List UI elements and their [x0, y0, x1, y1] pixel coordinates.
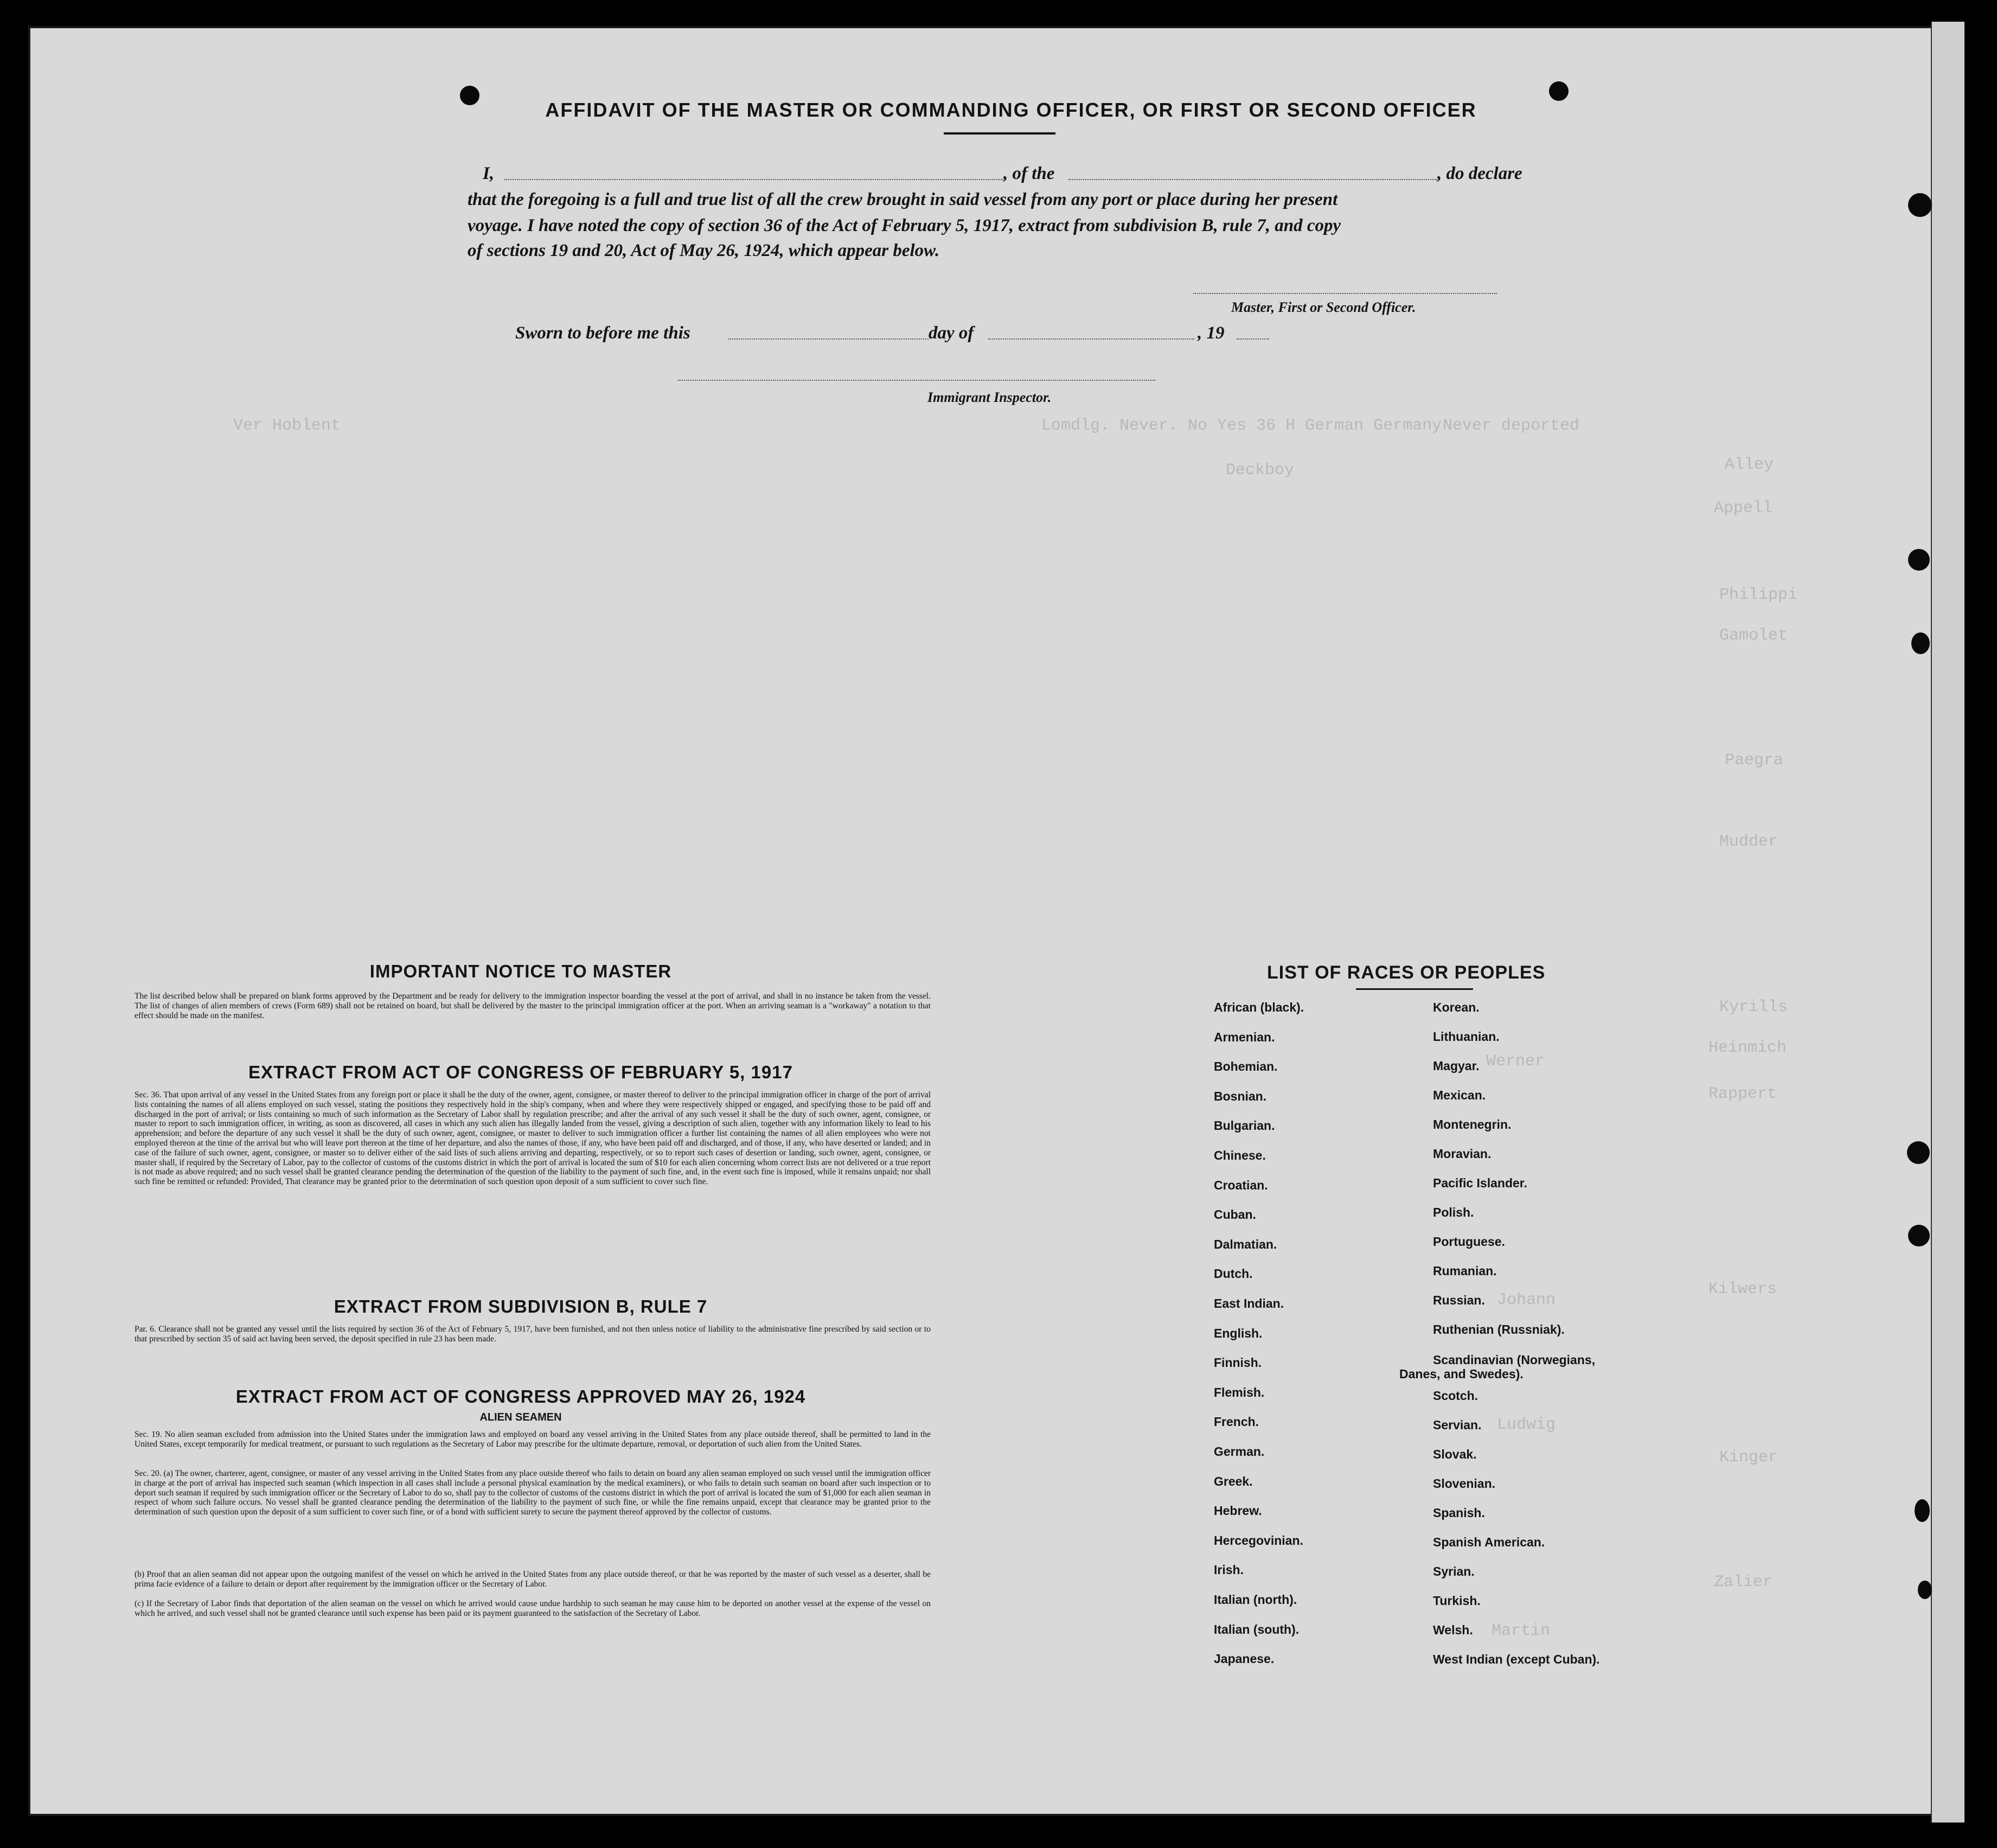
race-item: Russian. — [1433, 1293, 1485, 1307]
inspector-label: Immigrant Inspector. — [927, 389, 1052, 405]
declaration-text-4: of sections 19 and 20, Act of May 26, 1924, which appear below. — [468, 241, 940, 260]
race-item: Pacific Islander. — [1433, 1176, 1527, 1190]
declaration-text-3: voyage. I have noted the copy of section 36 of the Act of February 5, 1917, extract from subdivision B, rule 7, and copy — [468, 216, 1341, 235]
inspector-signature-line[interactable] — [678, 380, 1155, 381]
sworn-month-line[interactable] — [988, 338, 1194, 340]
vessel-name-line[interactable] — [1068, 179, 1437, 180]
race-item: Korean. — [1433, 1000, 1480, 1014]
punch-hole-right-4 — [1907, 1141, 1930, 1164]
punch-hole-top-right — [1549, 81, 1569, 101]
race-item: Bohemian. — [1214, 1059, 1278, 1074]
race-item: Flemish. — [1214, 1385, 1265, 1399]
race-item: West Indian (except Cuban). — [1433, 1652, 1600, 1666]
notice-body: The list described below shall be prepared on blank forms approved by the Department and be ready for delivery to the immigration inspector boarding the vessel at the port of arrival, and shall in no instance be taken from the vessel. The list of changes of alien members of crews (Form 689) shall not be retained on board, but shall be delivered by the master to the principal immigration officer at the port. When an arriving seaman is a "workaway" a notation to that effect should be made on the manifest. — [135, 992, 931, 1020]
race-item: Montenegrin. — [1433, 1117, 1512, 1131]
sworn-label: Sworn to before me this — [515, 323, 690, 343]
race-item: Rumanian. — [1433, 1264, 1497, 1278]
race-item: Syrian. — [1433, 1564, 1475, 1578]
race-item: French. — [1214, 1415, 1259, 1429]
race-item: Scotch. — [1433, 1389, 1478, 1403]
declaration-declare: , do declare — [1437, 164, 1522, 183]
punch-hole-top-left — [460, 86, 479, 105]
race-item: Moravian. — [1433, 1147, 1492, 1161]
race-item: Chinese. — [1214, 1148, 1266, 1162]
race-item: Dutch. — [1214, 1267, 1253, 1281]
punch-hole-right-7 — [1918, 1581, 1932, 1599]
race-item: German. — [1214, 1444, 1265, 1459]
race-item: English. — [1214, 1326, 1263, 1340]
declaration-i: I, — [483, 164, 495, 183]
sec20c-body: (c) If the Secretary of Labor finds that deportation of the alien seaman on the vessel on which he arrived would cause undue hardship to such seaman he may cause him to be deported on another vessel at the expense of the vessel on which he arrived, and such vessel shall not be granted clearance until such expense has been paid or its payment guaranteed to the satisfaction of the Secretary of Labor. — [135, 1599, 931, 1618]
races-title-underline — [1356, 988, 1473, 990]
sworn-year-line[interactable] — [1237, 338, 1269, 340]
extract-1917-title: EXTRACT FROM ACT OF CONGRESS OF FEBRUARY 5, 1917 — [248, 1062, 793, 1082]
race-item: Danes, and Swedes). — [1399, 1367, 1524, 1381]
race-item: Mexican. — [1433, 1088, 1486, 1102]
race-item: Italian (north). — [1214, 1593, 1297, 1607]
sec19-body: Sec. 19. No alien seaman excluded from admission into the United States under the immigration laws and employed on board any vessel arriving in the United States from any place outside thereof, shall be permitted to land in the United States, except temporarily for medical treatment, or pursuant to such regulations as the Secretary of Labor may prescribe for the ultimate departure, removal, or deportation of such alien from the United States. — [135, 1430, 931, 1449]
race-item: Slovenian. — [1433, 1476, 1496, 1491]
race-item: Welsh. — [1433, 1623, 1473, 1637]
page-edge — [1931, 22, 1964, 1823]
race-item: Hercegovinian. — [1214, 1533, 1303, 1548]
affidavit-title: AFFIDAVIT OF THE MASTER OR COMMANDING OFFICER, OR FIRST OR SECOND OFFICER — [545, 99, 1477, 121]
master-signature-label: Master, First or Second Officer. — [1231, 299, 1416, 315]
race-item: Servian. — [1433, 1418, 1482, 1432]
race-item: Italian (south). — [1214, 1622, 1300, 1636]
declaration-of-the: , of the — [1003, 164, 1055, 183]
race-item: Portuguese. — [1433, 1235, 1505, 1249]
race-item: Bulgarian. — [1214, 1118, 1275, 1133]
master-signature-line[interactable] — [1193, 293, 1497, 294]
race-item: Spanish. — [1433, 1506, 1485, 1520]
race-item: Cuban. — [1214, 1207, 1256, 1222]
race-item: Turkish. — [1433, 1594, 1481, 1608]
race-item: Polish. — [1433, 1205, 1474, 1219]
race-item: Ruthenian (Russniak). — [1433, 1322, 1565, 1337]
punch-hole-right-3 — [1911, 632, 1930, 654]
race-item: Finnish. — [1214, 1355, 1262, 1370]
year-label: , 19 — [1198, 323, 1225, 343]
race-item: Magyar. — [1433, 1059, 1480, 1073]
punch-hole-right-2 — [1908, 549, 1930, 571]
punch-hole-right-5 — [1908, 1225, 1930, 1246]
sec20a-body: Sec. 20. (a) The owner, charterer, agent, consignee, or master of any vessel arriving in the United States from any place outside thereof who fails to detain on board any alien seaman employed on such vessel until the immigration officer in charge at the port of arrival has inspected such seaman (which inspection in all cases shall include a personal physical examination by the medical examiners), or who fails to detain such seaman on board after such inspection or to deport such seaman if required by such immigration officer or the Secretary of Labor to do so, shall pay to the collector of customs of the customs district in which the port of arrival is located the sum of $1,000 for each alien seaman in respect of whom such failure occurs. No vessel shall be granted clearance pending the determination of the liability to the payment of such fine, or while the fine remains unpaid, except that clearance may be granted prior to the determination of such question upon the deposit of a sum sufficient to cover such fine, or of a bond with sufficient surety to secure the payment thereof approved by the collector of customs. — [135, 1469, 931, 1517]
race-item: Croatian. — [1214, 1178, 1268, 1192]
punch-hole-right-1 — [1908, 193, 1932, 217]
alien-seamen-subtitle: ALIEN SEAMEN — [479, 1411, 562, 1423]
notice-title: IMPORTANT NOTICE TO MASTER — [369, 961, 672, 981]
race-item: Japanese. — [1214, 1652, 1275, 1666]
race-item: Dalmatian. — [1214, 1237, 1277, 1251]
extract-1924-title: EXTRACT FROM ACT OF CONGRESS APPROVED MAY 26, 1924 — [235, 1386, 806, 1406]
sworn-day-line[interactable] — [728, 338, 929, 340]
extract-1917-body: Sec. 36. That upon arrival of any vessel in the United States from any foreign port or place it shall be the duty of the owner, agent, consignee, or master thereof to deliver to the principal immigration officer in charge of the port of arrival lists containing the names of all aliens employed on such vessel, stating the positions they respectively hold in the ship's company, when and where they were respectively shipped or engaged, and specifying those to be paid off and discharged in the port of arrival; or lists containing so much of such information as the Secretary of Labor shall by regulation prescribe; and after the arrival of any such vessel it shall be the duty of such owner, agent, consignee, or master to report to such immigration officer, in writing, as soon as discovered, all cases in which any such alien has illegally landed from the vessel, giving a description of such alien, together with any information likely to lead to his apprehension; and before the departure of any such vessel it shall be the duty of such owner, agent, consignee, or master to deliver to such immigration officer a further list containing the names of all alien employees who were not employed thereon at the time of the arrival but who will leave port thereon at the time of her departure, and also the names of those, if any, who have been paid off and discharged, and of those, if any, who have deserted or landed; and in case of the failure of such owner, agent, consignee, or master so to deliver either of the said lists of such aliens arriving and departing, respectively, or so to report such cases of desertion or landing, such owner, agent, consignee, or master shall, if required by the Secretary of Labor, pay to the collector of customs of the customs district in which the port of arrival is located the sum of $10 for each alien concerning whom correct lists are not delivered or a true report is not made as above required; and no such vessel shall be granted clearance pending the determination of the question of the liability to the payment of such fine, and, in the event such fine is imposed, while it remains unpaid; nor shall such fine be remitted or refunded: Provided, That clearance may be granted prior to the determination of such question upon deposit of a sum sufficient to cover such fine. — [135, 1090, 931, 1187]
race-item: Irish. — [1214, 1563, 1244, 1577]
punch-hole-right-6 — [1915, 1499, 1930, 1522]
sec20b-body: (b) Proof that an alien seaman did not appear upon the outgoing manifest of the vessel on which he arrived in the United States from any place outside thereof, or that he was reported by the master of such vessel as a deserter, shall be prima facie evidence of a failure to detain or deport after requirement by the immigration officer or the Secretary of Labor. — [135, 1570, 931, 1589]
race-item: Bosnian. — [1214, 1089, 1267, 1103]
race-item: Armenian. — [1214, 1029, 1275, 1044]
race-item: Spanish American. — [1433, 1535, 1545, 1549]
officer-name-line[interactable] — [504, 179, 1003, 180]
day-of-label: day of — [929, 323, 974, 343]
document-page — [28, 26, 1960, 1816]
race-item: East Indian. — [1214, 1296, 1284, 1310]
race-item: Scandinavian (Norwegians, — [1433, 1353, 1596, 1367]
declaration-text-2: that the foregoing is a full and true list of all the crew brought in said vessel from any port or place during her present — [468, 190, 1338, 209]
rule7-body: Par. 6. Clearance shall not be granted any vessel until the lists required by section 36 of the Act of February 5, 1917, have been furnished, and not then unless notice of liability to the administrative fine prescribed by said section or to that prescribed by section 35 of said act having been served, the deposit specified in rule 23 has been made. — [135, 1325, 931, 1344]
title-underline — [944, 132, 1055, 135]
race-item: Slovak. — [1433, 1447, 1477, 1461]
race-item: Hebrew. — [1214, 1504, 1262, 1518]
races-title: LIST OF RACES OR PEOPLES — [1267, 962, 1546, 983]
race-item: Lithuanian. — [1433, 1029, 1500, 1044]
race-item: Greek. — [1214, 1474, 1253, 1488]
rule7-title: EXTRACT FROM SUBDIVISION B, RULE 7 — [334, 1296, 708, 1316]
race-item: African (black). — [1214, 1000, 1304, 1014]
